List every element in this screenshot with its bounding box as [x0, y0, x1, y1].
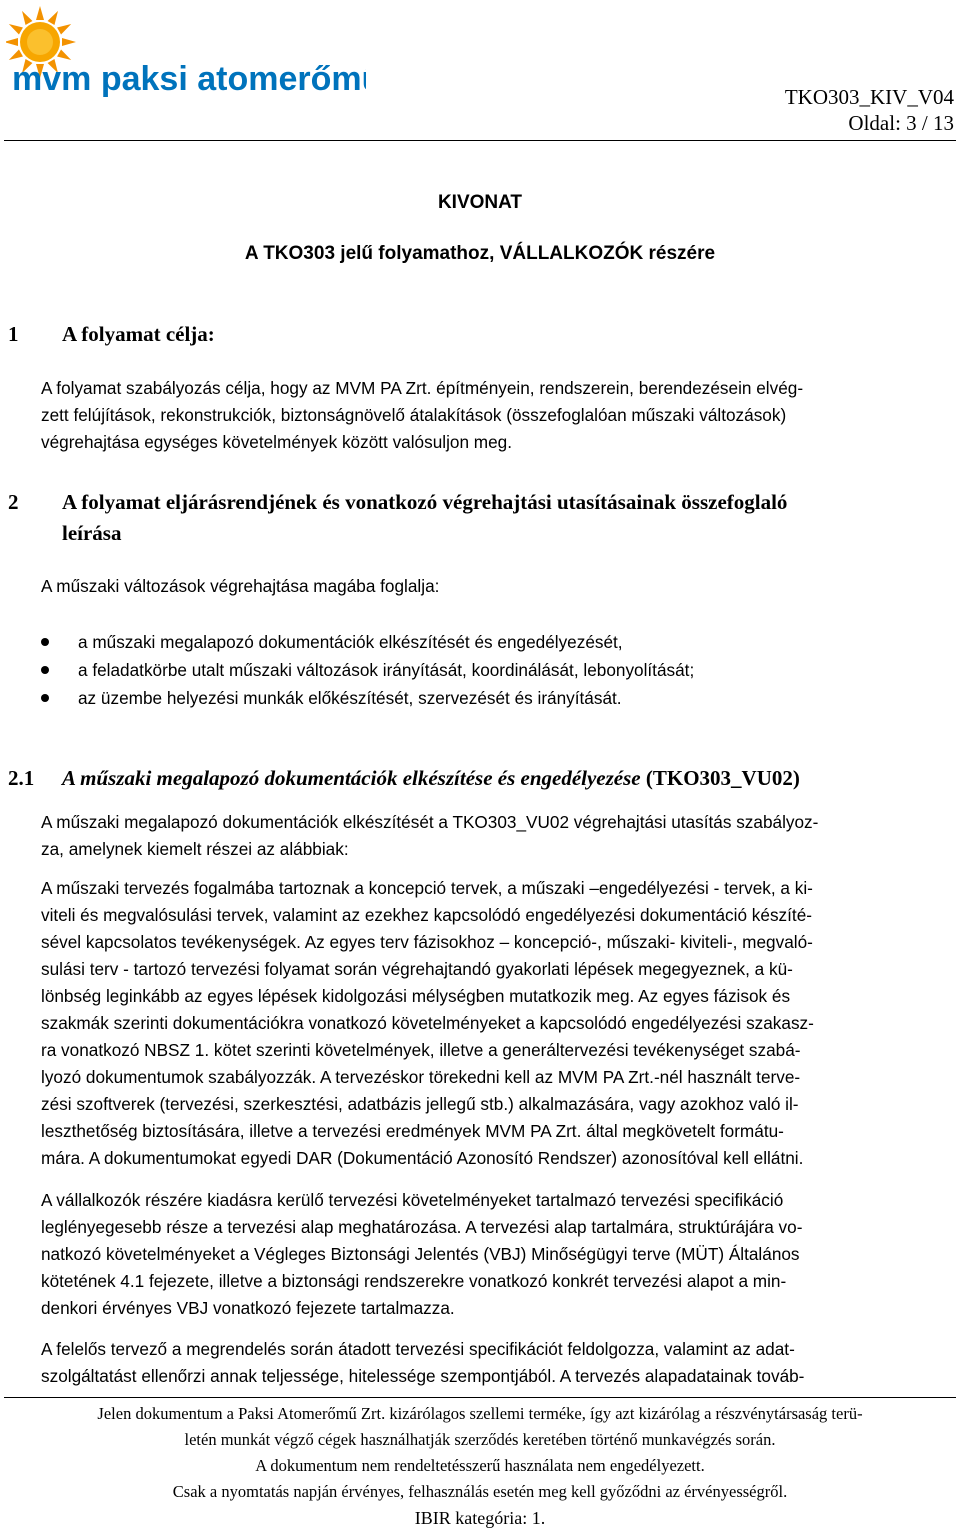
section-number: 2.1	[8, 766, 35, 790]
footer-divider	[4, 1397, 956, 1398]
document-subtitle: A TKO303 jelű folyamathoz, VÁLLALKOZÓK részére	[244, 243, 716, 264]
list-item-text: a feladatkörbe utalt műszaki változások irányítását, koordinálását, lebonyolítását;	[78, 660, 695, 680]
section-title-line: A folyamat eljárásrendjének és vonatkozó végrehajtási utasításainak összefoglaló	[62, 490, 788, 514]
section-2-intro: A műszaki változások végrehajtása magába foglalja:	[41, 576, 440, 596]
section-title	[62, 766, 800, 791]
list-item	[41, 628, 953, 656]
document-code: TKO303_KIV_V04	[784, 85, 954, 109]
text-line: szakmák szerinti dokumentációkra vonatkozó követelményeket a kapcsolódó engedélyezési szakasz-	[41, 1013, 814, 1033]
footer	[0, 1401, 960, 1531]
text-line: natkozó követelményeket a Végleges Biztonsági Jelentés (VBJ) Minőségügyi terve (MÜT) Általános	[41, 1244, 800, 1264]
text-line: kötetének 4.1 fejezete, illetve a biztonsági rendszerekre vonatkozó konkrét tervezési alapot a min-	[41, 1271, 787, 1291]
paragraph	[41, 1336, 953, 1390]
section-title-code: (TKO303_VU02)	[645, 766, 800, 790]
document-id-block	[785, 84, 954, 136]
text-line: denkori érvényes VBJ vonatkozó fejezete tartalmazza.	[41, 1298, 455, 1318]
text-line: A műszaki tervezés fogalmába tartoznak a koncepció tervek, a műszaki –engedélyezési - tervek, a ki-	[41, 878, 813, 898]
text-line: A műszaki megalapozó dokumentációk elkészítését a TKO303_VU02 végrehajtási utasítás szabályoz-	[41, 812, 819, 832]
paragraph	[41, 1187, 953, 1322]
section-number: 2	[8, 490, 19, 514]
text-line: sével kapcsolatos tevékenységek. Az egyes terv fázisokhoz – koncepció-, műszaki- kiviteli-, megvaló-	[41, 932, 813, 952]
section-1-heading	[0, 322, 960, 352]
footer-line: Jelen dokumentum a Paksi Atomerőmű Zrt. kizárólagos szellemi terméke, így azt kizárólag a részvénytársaság terü-	[97, 1404, 863, 1423]
text-line: sulási terv - tartozó tervezési folyamat során végrehajtandó gyakorlati lépések megegyeznek, a kü-	[41, 959, 793, 979]
list-item	[41, 684, 953, 712]
text-line: A felelős tervező a megrendelés során átadott tervezési specifikációt feldolgozza, valamint az adat-	[41, 1339, 795, 1359]
list-item-text: az üzembe helyezési munkák előkészítését, szervezését és irányítását.	[78, 688, 622, 708]
text-line: leglényegesebb része a tervezési alap meghatározása. A tervezési alap tartalmára, struktúrájára vo-	[41, 1217, 803, 1237]
paragraph	[41, 875, 953, 1172]
section-number: 1	[8, 322, 19, 346]
footer-line: A dokumentum nem rendeltetésszerű használata nem engedélyezett.	[255, 1456, 705, 1475]
text-line: ra vonatkozó NBSZ 1. kötet szerinti követelmények, illetve a generáltervezési tevékenységet szabá-	[41, 1040, 801, 1060]
page-number: Oldal: 3 / 13	[848, 111, 954, 135]
paragraph	[41, 809, 953, 863]
bullet-icon	[41, 638, 49, 646]
company-logo	[6, 4, 366, 100]
section-2-1-heading	[0, 766, 960, 796]
text-line: zési szoftverek (tervezési, szerkesztési, adatbázis jellegű stb.) alkalmazására, vagy azokhoz való il-	[41, 1094, 799, 1114]
document-title: KIVONAT	[437, 192, 523, 213]
list-item	[41, 656, 953, 684]
section-title-line: leírása	[62, 521, 122, 545]
logo-wordmark: mvm paksi atomerőmű	[12, 60, 366, 98]
text-line: A folyamat szabályozás célja, hogy az MVM PA Zrt. építményein, rendszerein, berendezésein elvég-	[41, 378, 804, 398]
header-divider	[4, 140, 956, 141]
section-title: A folyamat célja:	[62, 322, 215, 346]
section-2-heading	[0, 487, 960, 547]
section-title-italic: A műszaki megalapozó dokumentációk elkészítése és engedélyezése	[62, 766, 641, 790]
text-line: viteli és megvalósulási tervek, valamint az ezekhez kapcsolódó engedélyezési dokumentáció készíté-	[41, 905, 812, 925]
text-line: végrehajtása egységes követelmények között valósuljon meg.	[41, 432, 513, 452]
section-1-paragraph	[41, 375, 953, 456]
bullet-icon	[41, 694, 49, 702]
text-line: mára. A dokumentumokat egyedi DAR (Dokumentáció Azonosító Rendszer) azonosítóval kell ellátni.	[41, 1148, 804, 1168]
footer-category: IBIR kategória: 1.	[414, 1508, 546, 1528]
text-line: leszthetőség biztosítására, illetve a tervezési eredmények MVM PA Zrt. által megkövetelt formátu-	[41, 1121, 784, 1141]
text-line: lyozó dokumentumok szabályozzák. A tervezéskor törekedni kell az MVM PA Zrt.-nél használt terve-	[41, 1067, 801, 1087]
sun-logo-icon	[6, 4, 366, 100]
bullet-icon	[41, 666, 49, 674]
text-line: za, amelynek kiemelt részei az alábbiak:	[41, 839, 349, 859]
text-line: szolgáltatást ellenőrzi annak teljessége, hitelessége szempontjából. A tervezés alapadatainak továb-	[41, 1366, 805, 1386]
footer-line: Csak a nyomtatás napján érvényes, felhasználás esetén meg kell győződni az érvényességről.	[172, 1482, 788, 1501]
text-line: A vállalkozók részére kiadásra kerülő tervezési követelményeket tartalmazó tervezési specifikáció	[41, 1190, 784, 1210]
footer-line: letén munkát végző cégek használhatják szerződés keretében történő munkavégzés során.	[184, 1430, 776, 1449]
text-line: zett felújítások, rekonstrukciók, biztonságnövelő átalakítások (összefoglalóan műszaki változások)	[41, 405, 787, 425]
text-line: lönbség leginkább az egyes lépések kidolgozási mélységben mutatkozik meg. Az egyes fázisok és	[41, 986, 791, 1006]
list-item-text: a műszaki megalapozó dokumentációk elkészítését és engedélyezését,	[78, 632, 623, 652]
bullet-list	[41, 628, 953, 712]
